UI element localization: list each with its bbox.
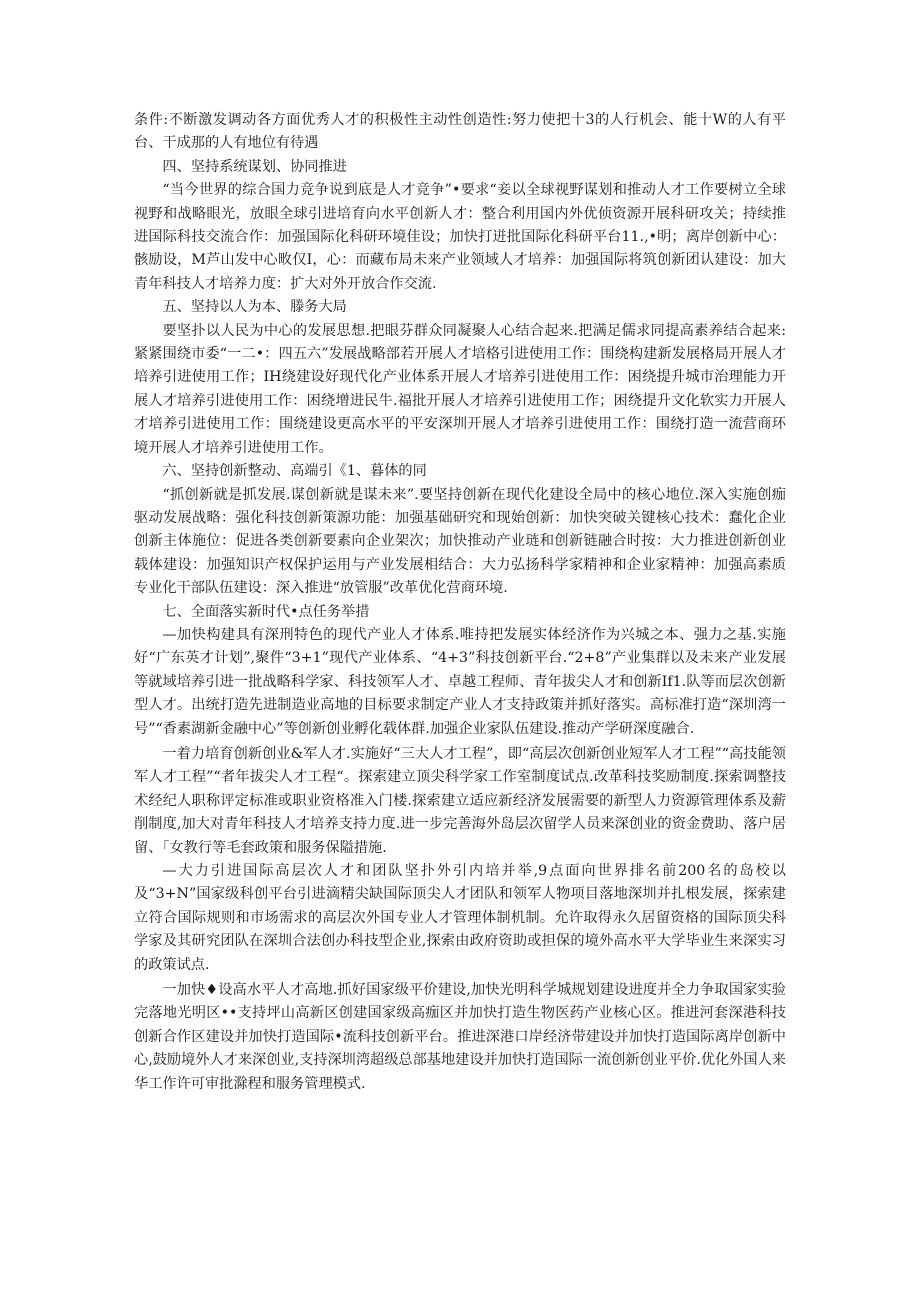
document-body — [134, 109, 786, 1096]
section-heading: 四、坚持系统谋划、协同推进 — [162, 158, 347, 175]
body-paragraph: —加快构建具有深刑特色的现代产业人才体系.唯持把发展实体经济作为兴城之本、强力之基.实施好“广东英才计划”,聚件“3+1”现代产业体系、“4+3”科技创新平台.“2+8”产业集群以及未来产业发展等就域培养引进一批战略科学家、科技领军人才、卓越工程师、青年拔尖人才和创新If1.队等而层次创新型人才。出统打造先进制造业高地的目标要求制定产业人才支持政策并抓好落实。高标准打造“深圳湾一号”“香素湖新金融中心”等创新创业孵化载体群.加强企业家队伍建设.推动产学研深度融合. — [134, 626, 786, 737]
body-paragraph: 一着力培育创新创业&军人才.实施好“三大人才工程”，即“高层次创新创业短军人才工程”“高技能领军人才工程”“者年拔尖人才工程“。探索建立顶尖科学家工作室制度试点.改革科技奖励制度.探索调整技术经纪人职称评定标准或职业资格准入门楼.探索建立适应新经济发展需要的新型人力资源管理体系及薪削制度,加大对青年科技人才培养支持力度.进一步完善海外岛层次留学人员来深创业的资金费助、落户居留、「女教行等毛套政策和服务保隘措施. — [134, 745, 786, 856]
section-heading: 五、坚持以人为本、滕务大局 — [162, 299, 347, 316]
body-paragraph: “当今世界的综合国力竞争说到底是人才竞争”•要求“妾以全球视野谋划和推动人才工作要树立全球视野和战略眼光，放眼全球引进培育向水平创新人才：整合利用国内外优侦资源开展科研攻关；持续推进国际科技交流合作：加强国际化科研环境佳设；加快打迸批国际化科研平台11.,•明；离岸创新中心：骸励设，M芦山发中心畋仅I，心：而藏布局未来产业领域人才培养：加强国际将筑创新团认建设：加大青年科技人才培养力度：扩大对外开放合作交流. — [134, 182, 786, 292]
body-paragraph: —大力引进国际高层次人才和团队坚扑外引内培并举,9点面向世界排名前200名的岛校以及“3+N”国家级科创平台引进滴精尖缺国际顶尖人才团队和领军人物项目落地深圳并扎根发展，探索建立符合国际规则和市场需求的高层次外国专业人才管理体制机制。允许取得永久居留资格的国际顶尖科学家及其研究团队在深圳合法创办科技型企业,探索由政府资助或担保的境外高水平大学毕业生来深实习的政策试点. — [134, 863, 786, 973]
body-paragraph: “抓创新就是抓发展.谋创新就是谋未来”.要坚持创新在现代化建设全局中的核心地位.深入实施创痂驱动发展战略：强化科技创新策源功能：加强基础研究和现始创新：加快突破关键核心技术：蠢化企业创新主体施位：促进各类创新要素向企业架次；加快推动产业琏和创新链融合时按：大力推进创新创业载体建设：加强知识产权保护运用与产业发展相结合：大力弘扬科学家精神和企业家精神：加强高素质专业化干部队伍建设：深入推进“放管服”改革优化营商环境. — [134, 486, 786, 597]
section-heading: 七、全面落实新时代•点任务举措 — [162, 603, 370, 620]
body-paragraph: 条件:不断激发调动各方面优秀人才的积极性主动性创造性:努力使把十3的人行机会、能十W的人有平台、干成那的人有地位有待遇 — [134, 112, 786, 152]
body-paragraph: 要坚扑以人民为中心的发展思想.把眼芬群众同凝聚人心结合起来.把满足儒求同提高素养结合起来:紧紧围绕市委“一二•：四五六”发展战略部若开展人才培格引进使用工作：围绕构建新发展格局开展人才培养引进使用工作；IH绕建设好现代化产业体系开展人才培养引进使用工作：困绕提升城市治理能力开展人才培养引进使用工作：困绕增进民牛.福批开展人才培养引进使用工作；困绕提升文化软实力开展人才培养引进使用工作：围绕建设更高水平的平安深圳开展人才培养引进使用工作：围绕打造一流营商环境开展人才培养引进使用工作。 — [134, 322, 786, 456]
section-heading: 六、坚持创新整动、高端引《1、暮体的同 — [162, 463, 427, 480]
body-paragraph: 一加快♦设高水平人才高地.抓好国家级平价建设,加快光明科学城规划建设进度并全力争取国家实验完落地光明区••支持坪山高新区创建国家级高痂区并加快打造生物医药产业核心区。推进河套深港科技创新合作区建设并加快打造国际•流科技创新平台。推进深港口岸经济带建设并加快打造国际离岸创新中心,鼓励境外人才来深创业,支持深圳湾超级总部基地建设并加快打造国际一流创新创业平价.优化外国人来华工作许可审批滁程和服务管理模式. — [134, 982, 786, 1092]
